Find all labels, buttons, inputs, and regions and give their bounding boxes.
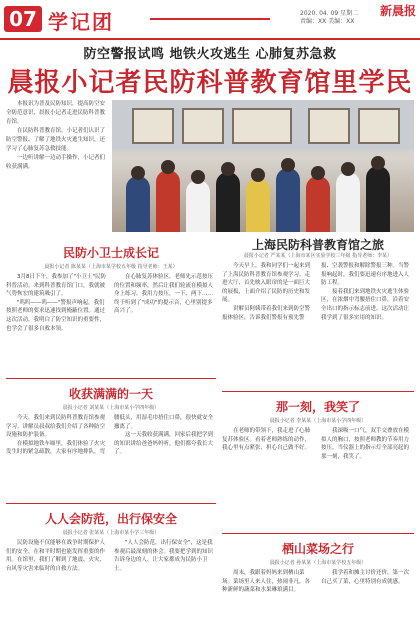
story-byline: 晨报小记者 陈某某（上海市某学校五年级 指导老师：王某） (44, 264, 178, 270)
lead-paragraph: 本报讯为普及民防知识，提高防空安全防范意识，晨报小记者走进民防科普教育馆。 (6, 101, 106, 125)
lead-paragraph: 一边听讲解一边动手操作，小记者们收获满满。 (6, 155, 106, 170)
story-divider (222, 533, 414, 534)
photo-exhibit-panel (232, 108, 292, 144)
photo-person-head (161, 160, 175, 174)
photo-person-head (371, 156, 385, 170)
story-byline: 晨报小记者 张某某（上海市某小学三年级） (62, 530, 160, 536)
kicker: 防空警报试鸣 地铁火攻逃生 心肺复苏急救 (83, 47, 337, 62)
page-number: 07 (4, 6, 42, 32)
brand-logo: 新晨报 (380, 4, 417, 18)
headline: 晨报小记者民防科普教育馆里学民 (7, 68, 413, 98)
story-paragraph: 在模拟地铁车厢里，我们体验了火灾发生时的紧急疏散，大家有序地排队，弯腰低头，用湿毛巾捂住口鼻，很快就安全撤离了。 (6, 415, 214, 456)
story-title: 栖山菜场之行 (281, 542, 354, 556)
photo-person-head (221, 162, 235, 176)
photo-person-head (131, 166, 145, 180)
feature-paragraph: 接着我们来到地铁火灾逃生体验区，在浓烟中弯腰捂住口鼻，沿着安全出口的指示标志前进。这次活动让我学到了很多实用的知识。 (321, 288, 410, 321)
section-title: 学记团 (48, 10, 114, 34)
photo-exhibit-panel (308, 108, 350, 144)
story-paragraph: 我学着和摊主讨价还价，第一次自己买了菜，心里特别有成就感。 (321, 570, 410, 585)
story-paragraph: 民防设施不仅能够在战争时期保护人们的安全，在和平时期也能发挥重要的作用。在馆里，我们了解到了地震、火灾、台风等灾害来临时的自救方法。 (6, 540, 106, 572)
issue-date: 2020. 04. 09 星期二 (300, 10, 359, 17)
story-title: 那一刻，我笑了 (275, 400, 360, 414)
photo-exhibit-panel (358, 108, 400, 144)
story-byline: 晨报小记者 刘某某（上海市某小学四年级） (62, 405, 160, 411)
photo-person-head (191, 170, 205, 184)
photo-person (126, 176, 150, 232)
feature-title: 上海民防科普教育馆之旅 (251, 238, 384, 252)
story-title: 人人会防范，出行保安全 (44, 512, 177, 526)
story-paragraph: 这一天我收获满满，回家后我把学到的知识讲给爸爸妈妈听，他们都夸我长大了。 (114, 432, 214, 456)
photo-person-head (341, 162, 355, 176)
story-paragraph: 在老师的带领下，我走进了心肺复苏体验区。看着老师熟练的动作，我心里有点紧张，担心自己做不好。 (222, 428, 311, 452)
story-divider (6, 378, 216, 379)
story-byline: 晨报小记者 李某某（上海市某小学四年级） (269, 418, 367, 424)
lead-photo (112, 100, 414, 232)
photo-person-head (281, 158, 295, 172)
top-rule (0, 38, 420, 40)
feature-body (222, 262, 414, 380)
photo-person (276, 168, 300, 232)
story-body (6, 273, 216, 373)
story-body (6, 414, 216, 498)
photo-person-head (251, 168, 265, 182)
photo-person (306, 176, 330, 232)
issue-editors: 责编：XX 美编：XX (300, 18, 355, 25)
masthead-rule (150, 18, 270, 20)
story-body (222, 569, 414, 640)
story-paragraph: 在心肺复苏体验区，老师先示范按压的位置和频率，然后让我们轮流在模拟人身上练习。我用力按压，一下、两下……终于听到了"成功"的提示音，心里别提多高兴了。 (114, 274, 214, 315)
lead-text (6, 100, 106, 172)
feature-byline: 晨报小记者 严某某（上海市某区实验学校三年级 指导老师：李某） (243, 253, 393, 259)
photo-person (246, 178, 270, 232)
right-column-story (222, 386, 414, 523)
lead-paragraph: 在民防科普教育馆，小记者们认识了防空警报、了解了地铁火灾逃生知识，还学习了心肺复苏急救技能。 (6, 128, 106, 152)
photo-exhibit-panel (132, 108, 174, 144)
story-paragraph: "呜呜——呜——"警报声响起，我们按照老师的要求迅速找到掩蔽位置。通过这次活动，我明白了防空知识的重要性，也学会了很多自救本领。 (6, 299, 106, 332)
feature-paragraph: 今天早上，我和同学们一起来到了上海民防科普教育馆参观学习。走进大厅，首先映入眼帘的是一面巨大的展板，上面介绍了民防的历史和发展。 (222, 263, 311, 304)
story-title: 民防小卫士成长记 (62, 246, 159, 260)
photo-person (336, 172, 360, 232)
photo-person (366, 166, 390, 232)
story-divider (222, 391, 414, 392)
photo-person (186, 180, 210, 232)
photo-person (156, 170, 180, 232)
issue-info (300, 10, 358, 26)
story-paragraph: 今天，我们来到民防科普教育馆参观学习。讲解员叔叔给我们介绍了各种防空设施和防护装备。 (6, 415, 106, 439)
story-paragraph: 周末，我跟着妈妈来到栖山菜场。菜场里人来人往，热闹非凡，各种新鲜的蔬菜和水果琳琅满目。 (222, 570, 311, 594)
photo-exhibit-panel (182, 108, 224, 144)
story-title: 收获满满的一天 (68, 387, 153, 401)
story-divider (6, 503, 216, 504)
story-paragraph: 3月8日下午，我参加了"小卫士"民防科普活动。来到科普教育馆门口，我就被气势恢宏的建筑吸引了。 (6, 274, 107, 298)
left-column (6, 238, 216, 631)
photo-person (216, 172, 240, 232)
story-body (6, 539, 216, 631)
right-column-story (222, 528, 414, 640)
masthead (0, 0, 420, 38)
story-paragraph: "人人会防范，出行保安全"，这是我参观后最深刻的体会。我要把学到的知识告诉身边的人，让大家都成为民防小卫士。 (114, 540, 214, 572)
story-paragraph: 我深吸一口气，双手交叠放在模拟人的胸口，按照老师教的节奏用力按压。当仪器上的指示灯全部亮起的那一刻，我笑了。 (321, 428, 410, 460)
story-byline: 晨报小记者 孙某某（上海市某学校五年级） (269, 560, 367, 566)
story-body (222, 427, 414, 523)
photo-person-head (311, 166, 325, 180)
feature-paragraph: 讲解员阿姨带着我们来到防空警报体验区，告诉我们警报有预先警报、空袭警报和解除警报三种。当警报响起时，我们要迅速有序地进入人防工程。 (222, 263, 410, 321)
